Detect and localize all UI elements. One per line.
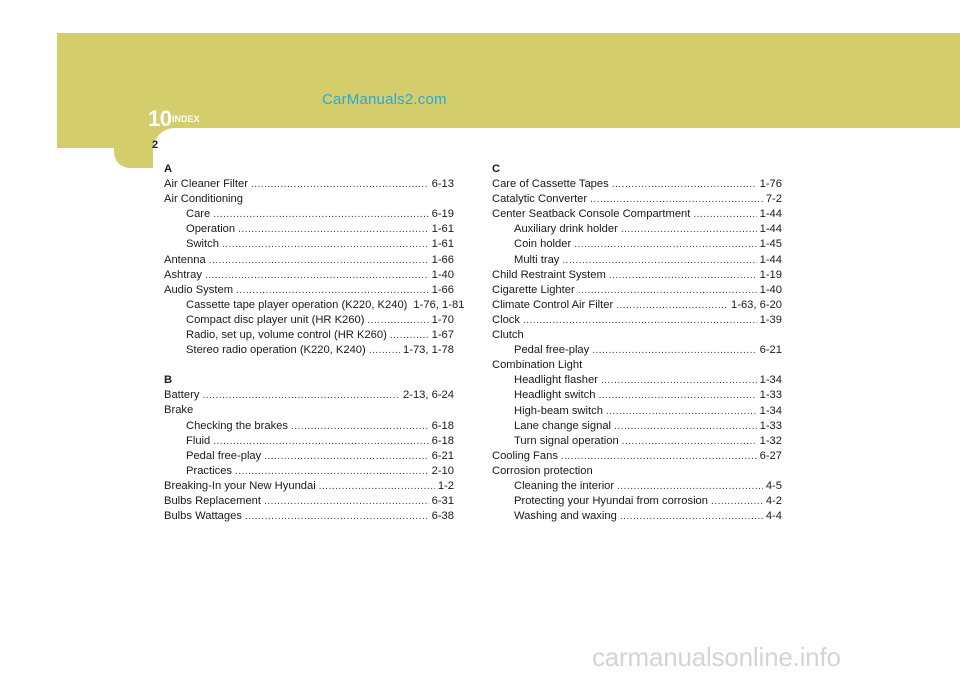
index-entry[interactable] [164, 449, 454, 464]
entry-term: Catalytic Converter [492, 193, 588, 206]
entry-pages: 1-40 [431, 268, 454, 281]
entry-term: Radio, set up, volume control (HR K260) [186, 329, 387, 342]
entry-pages: 1-45 [759, 238, 782, 251]
index-entry[interactable] [164, 494, 454, 509]
index-entry[interactable] [492, 313, 782, 328]
entry-pages: 4-5 [765, 479, 782, 492]
dot-leader [236, 283, 429, 298]
entry-pages: 6-21 [431, 449, 454, 462]
dot-leader [617, 479, 763, 494]
entry-pages: 6-27 [759, 449, 782, 462]
dot-leader [367, 313, 428, 328]
entry-term: Clock [492, 313, 520, 326]
watermark-top[interactable]: CarManuals2.com [322, 91, 447, 108]
entry-term: Switch [186, 238, 219, 251]
entry-pages: 1-32 [759, 434, 782, 447]
index-entry[interactable] [164, 222, 454, 237]
dot-leader [235, 464, 429, 479]
dot-leader [213, 434, 428, 449]
index-entry[interactable] [492, 449, 782, 464]
dot-leader [616, 298, 728, 313]
dot-leader [390, 328, 429, 343]
entry-term: Multi tray [514, 253, 560, 266]
entry-pages: 6-18 [431, 434, 454, 447]
dot-leader [213, 207, 428, 222]
dot-leader [693, 207, 756, 222]
index-entry[interactable] [164, 509, 454, 524]
entry-term: Cooling Fans [492, 449, 558, 462]
entry-term: Checking the brakes [186, 419, 288, 432]
dot-leader [245, 509, 429, 524]
index-entry[interactable] [492, 464, 782, 479]
index-entry[interactable] [492, 419, 782, 434]
entry-term: Clutch [492, 329, 524, 342]
index-entry[interactable] [492, 177, 782, 192]
entry-term: Battery [164, 389, 200, 402]
chapter-number: 10 [148, 106, 172, 131]
dot-leader [578, 283, 757, 298]
index-entry[interactable] [164, 298, 465, 313]
index-entry[interactable] [164, 479, 454, 494]
entry-pages: 1-73, 1-78 [403, 344, 454, 357]
entry-term: Headlight flasher [514, 374, 598, 387]
index-entry[interactable] [164, 237, 454, 252]
index-entry[interactable] [492, 358, 782, 373]
index-entry[interactable] [164, 464, 454, 479]
chapter-title: INDEX [172, 114, 200, 124]
dot-leader [601, 373, 757, 388]
entry-pages: 1-76, 1-81 [413, 298, 465, 311]
dot-leader [561, 449, 757, 464]
watermark-bottom[interactable]: carmanualsonline.info [592, 642, 841, 672]
entry-term: Stereo radio operation (K220, K240) [186, 344, 366, 357]
entry-term: Cleaning the interior [514, 479, 615, 492]
entry-pages: 6-21 [759, 344, 782, 357]
index-entry[interactable] [164, 253, 454, 268]
index-entry[interactable] [492, 434, 782, 449]
dot-leader [264, 494, 429, 509]
index-entry[interactable] [164, 328, 454, 343]
index-entry[interactable] [492, 388, 782, 403]
index-entry[interactable] [492, 283, 782, 298]
entry-term: Pedal free-play [186, 449, 262, 462]
entry-term: Turn signal operation [514, 434, 619, 447]
entry-term: Air Conditioning [164, 193, 243, 206]
index-entry[interactable] [492, 494, 782, 509]
dot-leader [620, 509, 763, 524]
page-number: 2 [152, 139, 159, 151]
dot-leader [205, 268, 429, 283]
entry-term: Care of Cassette Tapes [492, 178, 609, 191]
entry-pages: 1-66 [431, 253, 454, 266]
dot-leader [574, 237, 756, 252]
index-entry[interactable] [492, 404, 782, 419]
entry-pages: 6-18 [431, 419, 454, 432]
entry-term: Audio System [164, 283, 234, 296]
entry-term: Bulbs Replacement [164, 494, 262, 507]
entry-term: Cigarette Lighter [492, 283, 575, 296]
index-column-left [164, 162, 465, 539]
entry-term: Antenna [164, 253, 206, 266]
entry-pages: 1-76 [759, 178, 782, 191]
entry-pages: 1-33 [759, 419, 782, 432]
index-entry[interactable] [492, 479, 782, 494]
entry-pages: 1-61 [431, 238, 454, 251]
entry-pages: 1-34 [759, 374, 782, 387]
entry-pages: 1-44 [759, 223, 782, 236]
index-entry[interactable] [164, 192, 454, 207]
entry-term: Center Seatback Console Compartment [492, 208, 691, 221]
index-entry[interactable] [164, 177, 454, 192]
entry-pages: 1-19 [759, 268, 782, 281]
entry-pages: 1-34 [759, 404, 782, 417]
entry-pages: 6-13 [431, 178, 454, 191]
index-column-right [492, 162, 782, 539]
entry-term: Ashtray [164, 268, 202, 281]
entry-pages: 1-39 [759, 313, 782, 326]
section-letter: B [164, 374, 173, 387]
entry-term: Auxiliary drink holder [514, 223, 618, 236]
index-entry[interactable] [164, 388, 454, 403]
section-letter: C [492, 163, 501, 175]
entry-pages: 4-2 [765, 495, 782, 508]
dot-leader [238, 222, 428, 237]
entry-pages: 2-10 [431, 464, 454, 477]
entry-term: Air Cleaner Filter [164, 178, 248, 191]
index-entry[interactable] [164, 434, 454, 449]
entry-pages: 1-40 [759, 283, 782, 296]
index-entry[interactable] [492, 373, 782, 388]
entry-term: Child Restraint System [492, 268, 606, 281]
dot-leader [612, 177, 757, 192]
entry-pages: 4-4 [765, 510, 782, 523]
entry-term: Corrosion protection [492, 464, 593, 477]
entry-pages: 2-13, 6-24 [403, 389, 454, 402]
dot-leader [562, 253, 756, 268]
entry-term: Washing and waxing [514, 510, 617, 523]
index-entry[interactable] [164, 207, 454, 222]
dot-leader [590, 192, 763, 207]
index-entry[interactable] [492, 207, 782, 222]
entry-term: Climate Control Air Filter [492, 298, 614, 311]
entry-pages: 1-63, 6-20 [731, 298, 782, 311]
dot-leader [606, 404, 757, 419]
dot-leader [291, 419, 429, 434]
entry-term: Practices [186, 464, 233, 477]
index-entry[interactable] [492, 237, 782, 252]
index-entry[interactable] [164, 419, 454, 434]
dot-leader [592, 343, 756, 358]
entry-pages: 7-2 [765, 193, 782, 206]
entry-term: Lane change signal [514, 419, 612, 432]
entry-pages: 6-19 [431, 208, 454, 221]
index-entry[interactable] [164, 343, 454, 358]
entry-pages: 1-61 [431, 223, 454, 236]
entry-term: Protecting your Hyundai from corrosion [514, 495, 709, 508]
dot-leader [222, 237, 429, 252]
entry-term: Bulbs Wattages [164, 510, 242, 523]
entry-term: Compact disc player unit (HR K260) [186, 313, 365, 326]
entry-term: Breaking-In your New Hyundai [164, 479, 316, 492]
dot-leader [614, 419, 757, 434]
dot-leader [319, 479, 435, 494]
index-entry[interactable] [492, 268, 782, 283]
dot-leader [523, 313, 757, 328]
entry-pages: 1-2 [437, 479, 454, 492]
dot-leader [711, 494, 763, 509]
entry-pages: 6-31 [431, 494, 454, 507]
index-entry[interactable] [492, 328, 782, 343]
entry-term: Brake [164, 404, 194, 417]
dot-leader [598, 388, 756, 403]
entry-term: Care [186, 208, 211, 221]
dot-leader [251, 177, 429, 192]
entry-pages: 1-44 [759, 208, 782, 221]
entry-term: Operation [186, 223, 236, 236]
dot-leader [621, 222, 757, 237]
index-entry[interactable] [164, 313, 454, 328]
entry-term: Pedal free-play [514, 344, 590, 357]
index-entry[interactable] [492, 253, 782, 268]
dot-leader [202, 388, 400, 403]
entry-term: High-beam switch [514, 404, 603, 417]
dot-leader [622, 434, 757, 449]
index-entry[interactable] [164, 403, 454, 418]
dot-leader [264, 449, 428, 464]
index-entry[interactable] [164, 268, 454, 283]
dot-leader [369, 343, 400, 358]
section-letter: A [164, 163, 173, 175]
entry-term: Combination Light [492, 359, 583, 372]
entry-term: Coin holder [514, 238, 572, 251]
entry-pages: 6-38 [431, 510, 454, 523]
index-entry[interactable] [492, 343, 782, 358]
dot-leader [209, 253, 429, 268]
index-entry[interactable] [492, 192, 782, 207]
index-entry[interactable] [492, 222, 782, 237]
entry-pages: 1-70 [431, 313, 454, 326]
index-section [492, 162, 782, 524]
index-entry[interactable] [492, 298, 782, 313]
index-section [164, 373, 454, 524]
entry-pages: 1-66 [431, 283, 454, 296]
dot-leader [609, 268, 757, 283]
entry-term: Headlight switch [514, 389, 596, 402]
entry-pages: 1-44 [759, 253, 782, 266]
entry-pages: 1-33 [759, 389, 782, 402]
index-entry[interactable] [492, 509, 782, 524]
index-entry[interactable] [164, 283, 454, 298]
entry-pages: 1-67 [431, 329, 454, 342]
entry-term: Fluid [186, 434, 211, 447]
index-section [164, 162, 465, 358]
entry-term: Cassette tape player operation (K220, K240) [186, 298, 408, 311]
